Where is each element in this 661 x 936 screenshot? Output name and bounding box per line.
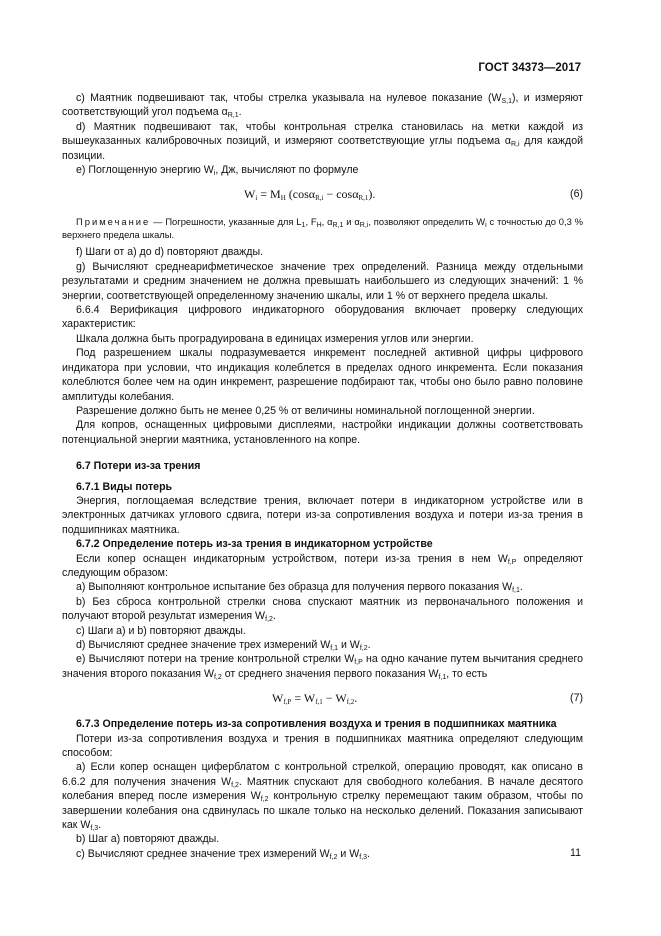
step-a-first-reading: a) Выполняют контрольное испытание без образца для получения первого показания $W_{f,1}$. bbox=[76, 581, 523, 595]
section-6-6-4: 6.6.4 Верификация цифрового индикаторного оборудования включает проверку следующих характеристик: bbox=[62, 304, 583, 331]
resolution-definition: Под разрешением шкалы подразумевается инкремент последней активной цифры цифрового индикатора при условии, что индикация колеблется в пределах одного инкремента. Если показания колеблются более чем на один инкремент, разрешение подбирают так, чтобы оно было равно половине амплитуды колебания. bbox=[62, 347, 583, 403]
step-b-repeat-twice: b) Шаг a) повторяют дважды. bbox=[76, 833, 220, 846]
step-c-mean-measurements: c) Вычисляют среднее значение трех измерений $W_{f,2}$ и $W_{f,3}$. bbox=[76, 847, 370, 861]
formula-7 bbox=[62, 685, 583, 713]
step-e-friction-loss: e) Вычисляют потери на трение контрольной стрелки $W_{f,P}$ на одно качание путем вычитания среднего значения второго показания $W_{f,2}$ от среднего значения первого показания $W_{f,1}$, то есть bbox=[62, 653, 583, 681]
scale-requirement: Шкала должна быть проградуирована в единицах измерения углов или энергии. bbox=[76, 332, 474, 345]
step-c-zero-reading: c) Маятник подвешивают так, чтобы стрелка указывала на нулевое показание $(W_{S,1})$, и измеряют соответствующий угол подъема $\alpha_{R,1}$. bbox=[62, 92, 583, 120]
heading-6-7-1: 6.7.1 Виды потерь bbox=[76, 480, 173, 493]
heading-6-7-3: 6.7.3 Определение потерь из-за сопротивления воздуха и трения в подшипниках маятника bbox=[76, 718, 557, 731]
formula-7-expression: $W_{f,P} = W_{f,1} - W_{f,2}$. bbox=[272, 691, 358, 707]
heading-6-7: 6.7 Потери из-за трения bbox=[76, 460, 201, 473]
document-body bbox=[62, 91, 583, 861]
note bbox=[62, 215, 583, 241]
resolution-limit: Разрешение должно быть не менее 0,25 % от величины номинальной поглощенной энергии. bbox=[76, 404, 535, 417]
heading-6-7-2: 6.7.2 Определение потерь из-за трения в индикаторном устройстве bbox=[76, 538, 433, 551]
step-f-repeat: f) Шаги от a) до d) повторяют дважды. bbox=[76, 246, 264, 259]
formula-6 bbox=[62, 181, 583, 209]
formula-7-number: (7) bbox=[570, 692, 583, 705]
document-header: ГОСТ 34373—2017 bbox=[478, 62, 581, 74]
step-b-second-reading: b) Без сброса контрольной стрелки снова спускают маятник из первоначального положения и получают второй результат измерения $W_{f,2}$. bbox=[62, 595, 583, 624]
step-d-mean: d) Вычисляют среднее значение трех измерений $W_{f,1}$ и $W_{f,2}$. bbox=[76, 639, 371, 652]
page-number: 11 bbox=[570, 847, 581, 859]
section-6-7-1-text: Энергия, поглощаемая вследствие трения, включает потери в индикаторном устройстве или в электронных датчиках углового сдвига, потери из-за сопротивления воздуха и потери из-за трения в подшипниках маятника. bbox=[62, 494, 583, 536]
note-text: — Погрешности, указанные для $L_1$, $F_H$, $\alpha_{R,1}$ и $\alpha_{R,i}$, позволяют определить $W_i$ с точностью до 0,3 % верхнего предела шкалы. bbox=[62, 216, 584, 241]
digital-display-requirement: Для копров, оснащенных цифровыми дисплеями, настройки индикации должны соответствовать потенциальной энергии маятника, установленного на копре. bbox=[62, 419, 583, 446]
formula-6-number: (6) bbox=[570, 188, 583, 201]
step-a-dial-method: a) Если копер оснащен циферблатом с контрольной стрелкой, операцию проводят, как описано в 6.6.2 для получения значения $W_{f,2}$. Маятник спускают для свободного колебания. В начале десятого колебания вперед после измерения $W_{f,2}$ контрольную стрелку перемещают таким образом, чтобы по завершении колебания она сдвинулась по шкале только на несколько делений. Показания записывают как $W_{f,3}$. bbox=[62, 761, 583, 833]
section-6-7-2-text: Если копер оснащен индикаторным устройством, потери из-за трения в нем $W_{f,P}$ определяют следующим образом: bbox=[62, 552, 583, 579]
step-e-energy-formula-intro: e) Поглощенную энергию $W_i$, Дж, вычисляют по формуле bbox=[76, 164, 359, 178]
step-d-calibration-positions: d) Маятник подвешивают так, чтобы контрольная стрелка становилась на метки каждой из вышеуказанных калибровочных позиций, и измеряют соответствующие углы подъема $\alpha_{R,i}$ для каждой позиции. bbox=[62, 120, 583, 162]
section-6-7-3-text: Потери из-за сопротивления воздуха и трения в подшипниках маятника определяют следующим способом: bbox=[62, 732, 583, 760]
formula-6-expression: $W_i = M_H$ (cosα$_{R,i}$ − cosα$_{R,1}$). bbox=[244, 187, 376, 203]
step-c-repeat: c) Шаги a) и b) повторяют дважды. bbox=[76, 624, 246, 637]
note-label: Примечание bbox=[76, 216, 151, 228]
step-g-average: g) Вычисляют среднеарифметическое значение трех определений. Разница между отдельными результатами и средним значением не должна превышать наибольшего из следующих значений: 1 % энергии, соответствующей определенному значению шкалы, или 1 % от верхнего предела шкалы. bbox=[62, 260, 583, 302]
